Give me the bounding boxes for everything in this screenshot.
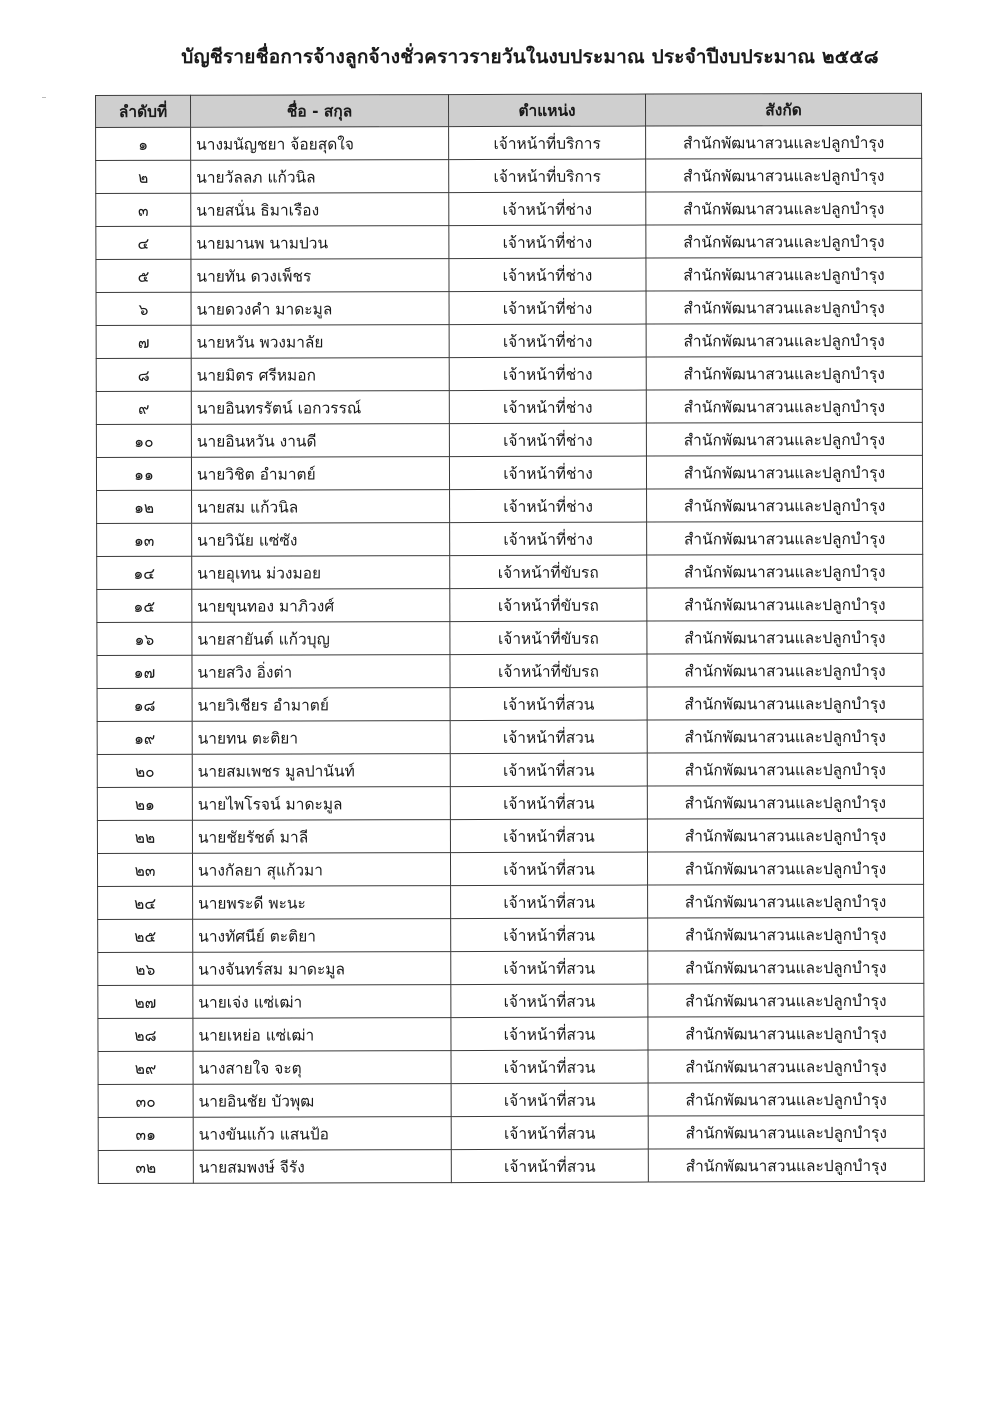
cell-position: เจ้าหน้าที่สวน	[450, 852, 647, 886]
cell-no: ๑๗	[97, 655, 192, 688]
cell-no: ๒๖	[98, 952, 193, 985]
cell-no: ๒๑	[97, 787, 192, 820]
cell-position: เจ้าหน้าที่สวน	[451, 951, 648, 985]
cell-unit: สำนักพัฒนาสวนและปลูกบำรุง	[648, 1082, 924, 1116]
cell-unit: สำนักพัฒนาสวนและปลูกบำรุง	[648, 983, 924, 1017]
table-row	[97, 587, 923, 622]
cell-name: นายสวิง อิ่งต่า	[192, 655, 450, 689]
cell-unit: สำนักพัฒนาสวนและปลูกบำรุง	[647, 719, 923, 753]
cell-no: ๒๘	[98, 1018, 193, 1051]
table-row	[97, 488, 923, 523]
cell-name: นายทัน ดวงเพ็ชร	[191, 259, 449, 293]
cell-no: ๑๕	[97, 589, 192, 622]
cell-no: ๑๑	[96, 457, 191, 490]
cell-no: ๙	[96, 391, 191, 424]
cell-unit: สำนักพัฒนาสวนและปลูกบำรุง	[648, 1148, 924, 1182]
cell-name: นายมิตร ศรีหมอก	[191, 358, 449, 392]
cell-unit: สำนักพัฒนาสวนและปลูกบำรุง	[646, 125, 922, 159]
cell-name: นายวินัย แซ่ซัง	[192, 523, 450, 557]
cell-unit: สำนักพัฒนาสวนและปลูกบำรุง	[648, 1049, 924, 1083]
cell-name: นายสมพงษ์ จีรัง	[193, 1150, 451, 1184]
cell-unit: สำนักพัฒนาสวนและปลูกบำรุง	[647, 818, 923, 852]
cell-unit: สำนักพัฒนาสวนและปลูกบำรุง	[647, 587, 923, 621]
table-row	[97, 719, 923, 754]
cell-position: เจ้าหน้าที่ช่าง	[450, 522, 647, 556]
cell-unit: สำนักพัฒนาสวนและปลูกบำรุง	[648, 1115, 924, 1149]
cell-name: นายวัลลภ แก้วนิล	[191, 160, 449, 194]
table-row	[97, 752, 923, 787]
cell-no: ๒๗	[98, 985, 193, 1018]
cell-no: ๑๖	[97, 622, 192, 655]
table-row	[96, 323, 922, 358]
cell-position: เจ้าหน้าที่สวน	[451, 1116, 648, 1150]
cell-unit: สำนักพัฒนาสวนและปลูกบำรุง	[646, 191, 922, 225]
cell-name: นายสนั่น ธิมาเรือง	[191, 193, 449, 227]
cell-position: เจ้าหน้าที่ช่าง	[449, 192, 646, 226]
cell-name: นางกัลยา สุแก้วมา	[192, 853, 450, 887]
cell-name: นายเจ่ง แซ่เฒ่า	[193, 985, 451, 1019]
cell-name: นายหวัน พวงมาลัย	[191, 325, 449, 359]
table-row	[97, 818, 923, 853]
cell-unit: สำนักพัฒนาสวนและปลูกบำรุง	[648, 884, 924, 918]
cell-no: ๑๒	[97, 490, 192, 523]
cell-position: เจ้าหน้าที่สวน	[450, 753, 647, 787]
table-row	[96, 422, 922, 457]
cell-unit: สำนักพัฒนาสวนและปลูกบำรุง	[648, 950, 924, 984]
cell-no: ๑๔	[97, 556, 192, 589]
cell-position: เจ้าหน้าที่ช่าง	[449, 258, 646, 292]
table-row	[98, 950, 924, 985]
cell-position: เจ้าหน้าที่สวน	[451, 1050, 648, 1084]
cell-unit: สำนักพัฒนาสวนและปลูกบำรุง	[646, 224, 922, 258]
cell-position: เจ้าหน้าที่สวน	[451, 1017, 648, 1051]
table-row	[98, 1115, 924, 1150]
cell-name: นายพระดี พะนะ	[193, 886, 451, 920]
cell-no: ๖	[96, 292, 191, 325]
cell-unit: สำนักพัฒนาสวนและปลูกบำรุง	[646, 158, 922, 192]
cell-name: นายอินหวัน งานดี	[191, 424, 449, 458]
table-row	[97, 521, 923, 556]
cell-name: นายอุเทน ม่วงมอย	[192, 556, 450, 590]
cell-position: เจ้าหน้าที่ขับรถ	[450, 654, 647, 688]
table-row	[98, 1082, 924, 1117]
cell-unit: สำนักพัฒนาสวนและปลูกบำรุง	[646, 356, 922, 390]
header-unit: สังกัด	[645, 93, 921, 126]
table-row	[98, 917, 924, 952]
cell-no: ๓๒	[98, 1150, 193, 1183]
table-row	[97, 851, 923, 886]
cell-position: เจ้าหน้าที่สวน	[450, 786, 647, 820]
cell-position: เจ้าหน้าที่ช่าง	[449, 324, 646, 358]
cell-name: นายอินทรรัตน์ เอกวรรณ์	[191, 391, 449, 425]
cell-no: ๑	[96, 127, 191, 160]
header-name: ชื่อ - สกุล	[191, 95, 449, 128]
cell-position: เจ้าหน้าที่ขับรถ	[450, 555, 647, 589]
table-row	[96, 191, 922, 226]
cell-no: ๑๙	[97, 721, 192, 754]
cell-position: เจ้าหน้าที่ช่าง	[449, 456, 646, 490]
table-row	[96, 257, 922, 292]
cell-unit: สำนักพัฒนาสวนและปลูกบำรุง	[647, 620, 923, 654]
table-row	[97, 620, 923, 655]
cell-no: ๒๔	[98, 886, 193, 919]
cell-no: ๘	[96, 358, 191, 391]
table-header-row	[96, 93, 922, 127]
cell-name: นายไพโรจน์ มาดะมูล	[192, 787, 450, 821]
cell-position: เจ้าหน้าที่ขับรถ	[450, 588, 647, 622]
cell-position: เจ้าหน้าที่ช่าง	[449, 225, 646, 259]
table-body	[96, 125, 925, 1183]
table-row	[96, 158, 922, 193]
cell-unit: สำนักพัฒนาสวนและปลูกบำรุง	[647, 851, 923, 885]
table-row	[98, 1148, 924, 1183]
cell-position: เจ้าหน้าที่บริการ	[449, 159, 646, 193]
cell-position: เจ้าหน้าที่ช่าง	[449, 423, 646, 457]
cell-unit: สำนักพัฒนาสวนและปลูกบำรุง	[647, 752, 923, 786]
cell-position: เจ้าหน้าที่บริการ	[449, 126, 646, 160]
cell-unit: สำนักพัฒนาสวนและปลูกบำรุง	[646, 257, 922, 291]
cell-name: นายสายันต์ แก้วบุญ	[192, 622, 450, 656]
cell-name: นางขันแก้ว แสนป้อ	[193, 1117, 451, 1151]
table-row	[98, 1016, 924, 1051]
cell-name: นายดวงคำ มาดะมูล	[191, 292, 449, 326]
cell-no: ๒๙	[98, 1051, 193, 1084]
cell-name: นางสายใจ จะตุ	[193, 1051, 451, 1085]
cell-position: เจ้าหน้าที่ช่าง	[450, 489, 647, 523]
cell-unit: สำนักพัฒนาสวนและปลูกบำรุง	[646, 422, 922, 456]
cell-unit: สำนักพัฒนาสวนและปลูกบำรุง	[646, 290, 922, 324]
header-position: ตำแหน่ง	[449, 94, 646, 127]
table-row	[97, 653, 923, 688]
cell-name: นายขุนทอง มาภิวงศ์	[192, 589, 450, 623]
cell-position: เจ้าหน้าที่สวน	[451, 918, 648, 952]
cell-no: ๒๒	[97, 820, 192, 853]
cell-name: นายชัยรัชต์ มาลี	[192, 820, 450, 854]
cell-no: ๓	[96, 193, 191, 226]
cell-name: นายสม แก้วนิล	[192, 490, 450, 524]
cell-position: เจ้าหน้าที่ช่าง	[449, 357, 646, 391]
cell-unit: สำนักพัฒนาสวนและปลูกบำรุง	[647, 686, 923, 720]
cell-position: เจ้าหน้าที่สวน	[450, 687, 647, 721]
cell-no: ๒	[96, 160, 191, 193]
cell-position: เจ้าหน้าที่สวน	[450, 720, 647, 754]
cell-unit: สำนักพัฒนาสวนและปลูกบำรุง	[648, 917, 924, 951]
cell-unit: สำนักพัฒนาสวนและปลูกบำรุง	[647, 521, 923, 555]
table-row	[96, 224, 922, 259]
table-row	[97, 554, 923, 589]
cell-position: เจ้าหน้าที่ช่าง	[449, 291, 646, 325]
cell-no: ๒๓	[97, 853, 192, 886]
cell-name: นายวิเชียร อำมาตย์	[192, 688, 450, 722]
cell-unit: สำนักพัฒนาสวนและปลูกบำรุง	[648, 1016, 924, 1050]
cell-no: ๓๐	[98, 1084, 193, 1117]
employee-roster-table	[95, 93, 925, 1184]
cell-unit: สำนักพัฒนาสวนและปลูกบำรุง	[646, 323, 922, 357]
table-row	[98, 884, 924, 919]
cell-position: เจ้าหน้าที่สวน	[451, 885, 648, 919]
cell-no: ๑๐	[96, 424, 191, 457]
cell-unit: สำนักพัฒนาสวนและปลูกบำรุง	[647, 554, 923, 588]
cell-position: เจ้าหน้าที่สวน	[451, 1149, 648, 1183]
table-row	[96, 455, 922, 490]
cell-position: เจ้าหน้าที่สวน	[451, 984, 648, 1018]
table-row	[96, 389, 922, 424]
table-row	[97, 785, 923, 820]
cell-no: ๒๐	[97, 754, 192, 787]
cell-name: นางมนัญชยา จ้อยสุดใจ	[191, 127, 449, 161]
cell-no: ๓๑	[98, 1117, 193, 1150]
cell-position: เจ้าหน้าที่ช่าง	[449, 390, 646, 424]
cell-position: เจ้าหน้าที่สวน	[451, 1083, 648, 1117]
cell-name: นายอินชัย บัวพุฒ	[193, 1084, 451, 1118]
cell-no: ๕	[96, 259, 191, 292]
cell-unit: สำนักพัฒนาสวนและปลูกบำรุง	[647, 785, 923, 819]
table-row	[98, 983, 924, 1018]
cell-name: นายสมเพชร มูลปานันท์	[192, 754, 450, 788]
cell-unit: สำนักพัฒนาสวนและปลูกบำรุง	[646, 389, 922, 423]
table-row	[96, 290, 922, 325]
cell-unit: สำนักพัฒนาสวนและปลูกบำรุง	[647, 653, 923, 687]
cell-no: ๑๓	[97, 523, 192, 556]
cell-no: ๔	[96, 226, 191, 259]
cell-position: เจ้าหน้าที่สวน	[450, 819, 647, 853]
table-row	[97, 686, 923, 721]
cell-no: ๗	[96, 325, 191, 358]
cell-name: นางจันทร์สม มาดะมูล	[193, 952, 451, 986]
table-row	[96, 125, 922, 160]
scan-speck	[42, 97, 46, 98]
cell-name: นายวิชิต อำมาตย์	[191, 457, 449, 491]
cell-unit: สำนักพัฒนาสวนและปลูกบำรุง	[647, 488, 923, 522]
cell-no: ๑๘	[97, 688, 192, 721]
cell-position: เจ้าหน้าที่ขับรถ	[450, 621, 647, 655]
cell-no: ๒๕	[98, 919, 193, 952]
header-no: ลำดับที่	[96, 95, 191, 127]
cell-name: นางทัศนีย์ ตะติยา	[193, 919, 451, 953]
cell-name: นายทน ตะติยา	[192, 721, 450, 755]
cell-unit: สำนักพัฒนาสวนและปลูกบำรุง	[646, 455, 922, 489]
cell-name: นายเหย่อ แซ่เฒ่า	[193, 1018, 451, 1052]
table-row	[98, 1049, 924, 1084]
cell-name: นายมานพ นามปวน	[191, 226, 449, 260]
page-title: บัญชีรายชื่อการจ้างลูกจ้างชั่วคราวรายวันในงบประมาณ ประจำปีงบประมาณ ๒๕๕๘	[181, 46, 879, 68]
table-row	[96, 356, 922, 391]
